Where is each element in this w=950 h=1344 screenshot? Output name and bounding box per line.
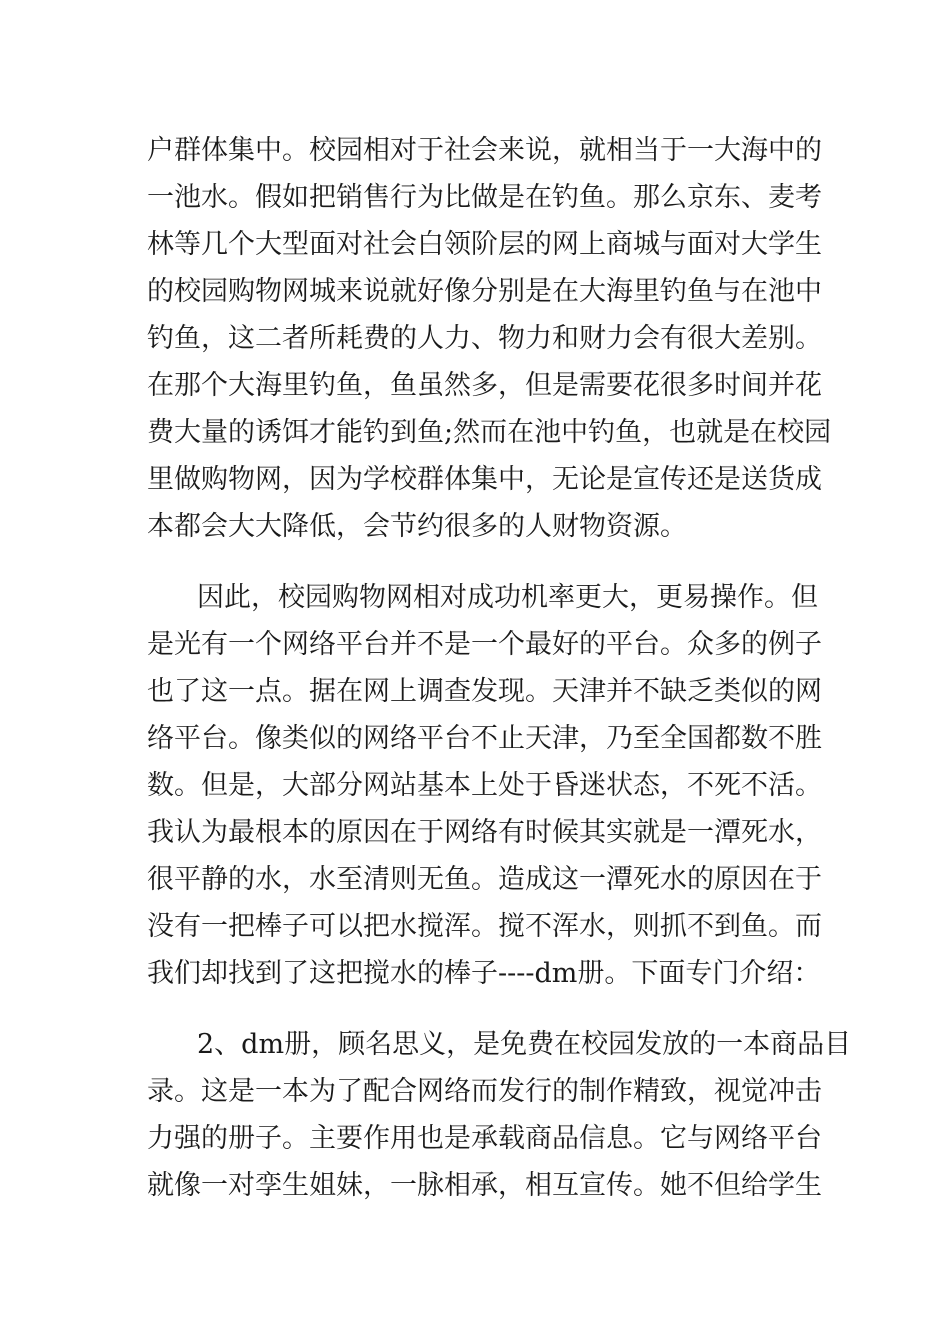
text-line: 没有一把棒子可以把水搅浑。搅不浑水，则抓不到鱼。而 — [147, 911, 822, 942]
text-line: 力强的册子。主要作用也是承载商品信息。它与网络平台 — [147, 1123, 822, 1154]
text-line: 的校园购物网城来说就好像分别是在大海里钓鱼与在池中 — [147, 276, 822, 307]
text-line: 户群体集中。校园相对于社会来说，就相当于一大海中的 — [147, 135, 822, 166]
text-line: 数。但是，大部分网站基本上处于昏迷状态，不死不活。 — [147, 770, 822, 801]
text-line: 也了这一点。据在网上调查发现。天津并不缺乏类似的网 — [147, 676, 822, 707]
text-line: 因此，校园购物网相对成功机率更大，更易操作。但 — [197, 582, 818, 613]
text-line: 在那个大海里钓鱼，鱼虽然多，但是需要花很多时间并花 — [147, 370, 822, 401]
text-line: 本都会大大降低，会节约很多的人财物资源。 — [147, 511, 687, 542]
text-line: 很平静的水，水至清则无鱼。造成这一潭死水的原因在于 — [147, 864, 822, 895]
text-line: 是光有一个网络平台并不是一个最好的平台。众多的例子 — [147, 629, 822, 660]
text-line: 钓鱼，这二者所耗费的人力、物力和财力会有很大差别。 — [147, 323, 822, 354]
text-line: 里做购物网，因为学校群体集中，无论是宣传还是送货成 — [147, 464, 822, 495]
text-line: 我们却找到了这把搅水的棒子----dm册。下面专门介绍： — [147, 958, 821, 989]
text-line: 2、dm册，顾名思义，是免费在校园发放的一本商品目 — [197, 1029, 852, 1060]
text-line: 录。这是一本为了配合网络而发行的制作精致，视觉冲击 — [147, 1076, 822, 1107]
text-line: 络平台。像类似的网络平台不止天津，乃至全国都数不胜 — [147, 723, 822, 754]
text-line: 一池水。假如把销售行为比做是在钓鱼。那么京东、麦考 — [147, 182, 822, 213]
text-line: 费大量的诱饵才能钓到鱼;然而在池中钓鱼，也就是在校园 — [147, 417, 832, 448]
text-line: 就像一对孪生姐妹，一脉相承，相互宣传。她不但给学生 — [147, 1170, 822, 1201]
text-line: 林等几个大型面对社会白领阶层的网上商城与面对大学生 — [147, 229, 822, 260]
text-line: 我认为最根本的原因在于网络有时候其实就是一潭死水， — [147, 817, 822, 848]
